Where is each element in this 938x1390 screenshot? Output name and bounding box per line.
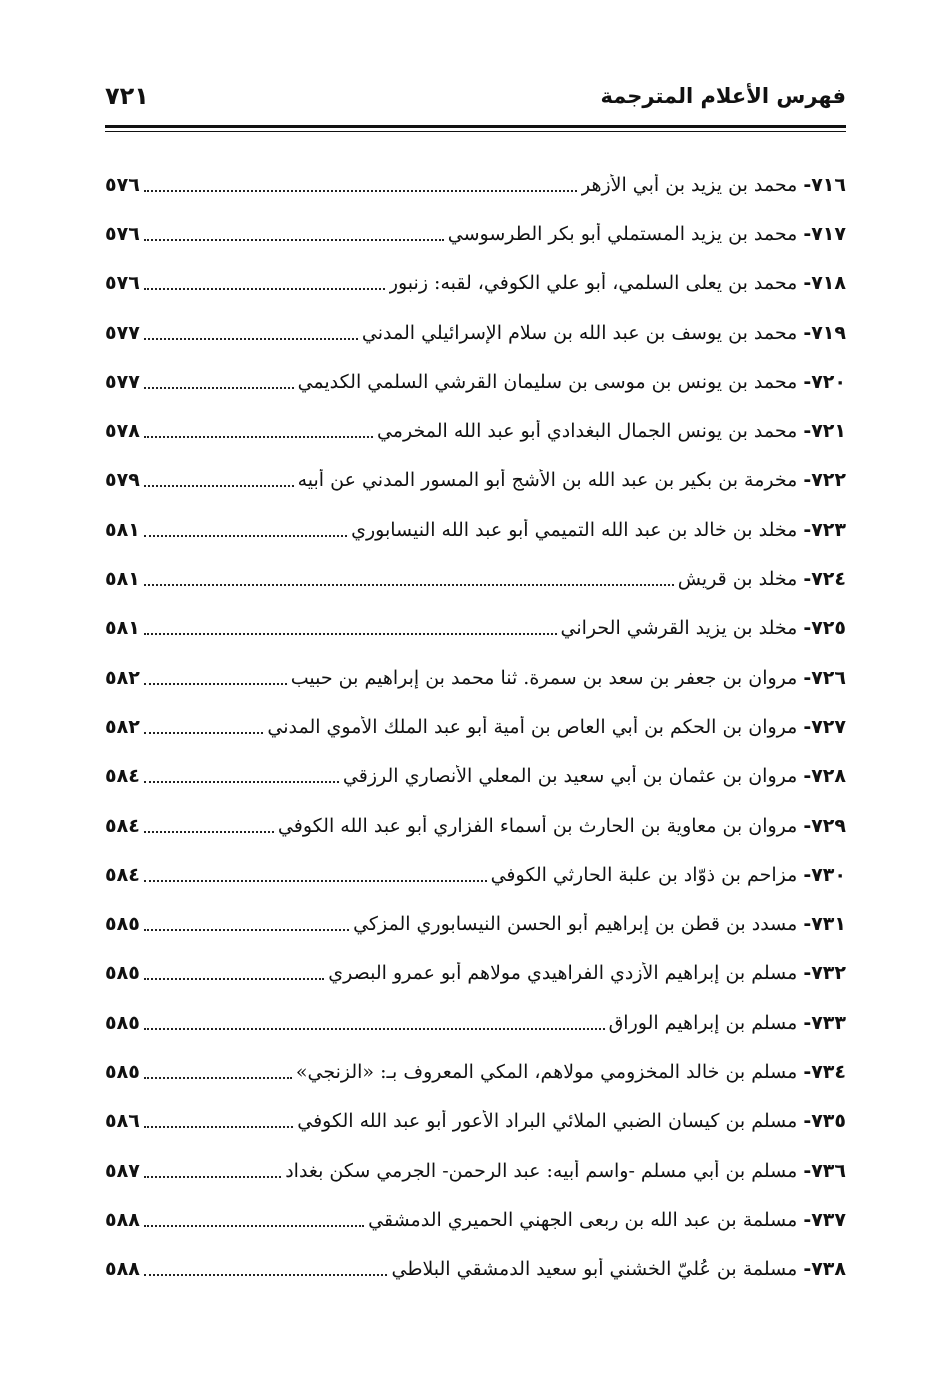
entry-page-number: ٥٧٧ bbox=[105, 370, 140, 393]
entry-page-number: ٥٨٧ bbox=[105, 1159, 140, 1182]
index-entry bbox=[105, 456, 846, 505]
entry-name: مروان بن جعفر بن سعد بن سمرة. ثنا محمد بن إبراهيم بن حبيب bbox=[290, 666, 798, 689]
index-entry bbox=[105, 554, 846, 603]
entry-page-number: ٥٧٦ bbox=[105, 272, 140, 295]
entry-number: ٧٢٩- bbox=[803, 814, 846, 837]
dot-leader bbox=[144, 1176, 281, 1178]
entry-page-number: ٥٨٤ bbox=[105, 863, 140, 886]
entry-name: مخلد بن يزيد القرشي الحراني bbox=[560, 617, 798, 640]
dot-leader bbox=[144, 1225, 364, 1227]
entry-number: ٧٣٥- bbox=[803, 1110, 846, 1133]
entry-number: ٧١٦- bbox=[803, 173, 846, 196]
entry-number: ٧٣٦- bbox=[803, 1159, 846, 1182]
entry-number: ٧٢٢- bbox=[803, 469, 846, 492]
index-entry bbox=[105, 1195, 846, 1244]
entry-name: مسلمة بن عُليّ الخشني أبو سعيد الدمشقي البلاطي bbox=[391, 1258, 798, 1281]
entry-number: ٧٢٧- bbox=[803, 715, 846, 738]
entry-number: ٧١٨- bbox=[803, 272, 846, 295]
entry-number: ٧٢٣- bbox=[803, 518, 846, 541]
entry-page-number: ٥٨٥ bbox=[105, 1011, 140, 1034]
index-entry bbox=[105, 801, 846, 850]
index-entry bbox=[105, 899, 846, 948]
dot-leader bbox=[144, 535, 347, 537]
entry-number: ٧٢٤- bbox=[803, 568, 846, 591]
index-entry bbox=[105, 160, 846, 209]
dot-leader bbox=[144, 485, 294, 487]
dot-leader bbox=[144, 436, 373, 438]
entry-name: محمد بن يعلى السلمي، أبو علي الكوفي، لقبه: زنبور bbox=[388, 272, 798, 295]
entry-page-number: ٥٧٦ bbox=[105, 173, 140, 196]
dot-leader bbox=[144, 781, 339, 783]
entry-page-number: ٥٨٥ bbox=[105, 1060, 140, 1083]
dot-leader bbox=[144, 831, 274, 833]
entry-page-number: ٥٧٦ bbox=[105, 222, 140, 245]
entry-number: ٧٢٠- bbox=[803, 370, 846, 393]
entry-page-number: ٥٨٥ bbox=[105, 913, 140, 936]
header-rule-thin bbox=[105, 131, 846, 132]
entry-name: مخلد بن قريش bbox=[677, 568, 798, 591]
index-entry bbox=[105, 357, 846, 406]
dot-leader bbox=[144, 633, 557, 635]
dot-leader bbox=[144, 338, 358, 340]
page-number: ٧٢١ bbox=[105, 82, 149, 110]
entry-page-number: ٥٨٦ bbox=[105, 1110, 140, 1133]
dot-leader bbox=[144, 1274, 388, 1276]
index-entry bbox=[105, 949, 846, 998]
entry-page-number: ٥٨٨ bbox=[105, 1258, 140, 1281]
entry-name: مخرمة بن بكير بن عبد الله بن الأشج أبو المسور المدني عن أبيه bbox=[297, 469, 798, 492]
dot-leader bbox=[144, 880, 487, 882]
entry-number: ٧١٧- bbox=[803, 222, 846, 245]
index-entry bbox=[105, 1097, 846, 1146]
index-entry bbox=[105, 505, 846, 554]
dot-leader bbox=[144, 732, 264, 734]
entry-page-number: ٥٨١ bbox=[105, 518, 140, 541]
index-entry bbox=[105, 259, 846, 308]
entry-page-number: ٥٨٨ bbox=[105, 1208, 140, 1231]
dot-leader bbox=[144, 1028, 605, 1030]
dot-leader bbox=[144, 190, 577, 192]
entry-name: مروان بن معاوية بن الحارث بن أسماء الفزاري أبو عبد الله الكوفي bbox=[277, 814, 798, 837]
entry-number: ٧٣٧- bbox=[803, 1208, 846, 1231]
index-entry bbox=[105, 406, 846, 455]
entry-number: ٧٣١- bbox=[803, 913, 846, 936]
entry-page-number: ٥٨١ bbox=[105, 568, 140, 591]
entry-page-number: ٥٧٧ bbox=[105, 321, 140, 344]
entry-name: مسلم بن إبراهيم الوراق bbox=[608, 1011, 798, 1034]
index-entry bbox=[105, 653, 846, 702]
index-entry bbox=[105, 308, 846, 357]
entry-page-number: ٥٨٥ bbox=[105, 962, 140, 985]
index-entry bbox=[105, 998, 846, 1047]
page-header bbox=[105, 78, 846, 118]
entry-name: مسلم بن خالد المخزومي مولاهم، المكي المعروف بـ: «الزنجي» bbox=[295, 1060, 798, 1083]
dot-leader bbox=[144, 683, 287, 685]
dot-leader bbox=[144, 288, 385, 290]
entry-number: ٧٣٣- bbox=[803, 1011, 846, 1034]
entry-name: مروان بن الحكم بن أبي العاص بن أمية أبو عبد الملك الأموي المدني bbox=[267, 715, 798, 738]
index-entry bbox=[105, 752, 846, 801]
entry-name: محمد بن يونس بن موسى بن سليمان القرشي السلمي الكديمي bbox=[297, 370, 798, 393]
entry-number: ٧٣٠- bbox=[803, 863, 846, 886]
entry-name: مروان بن عثمان بن أبي سعيد بن المعلي الأنصاري الرزقي bbox=[342, 765, 798, 788]
entry-number: ٧٣٨- bbox=[803, 1258, 846, 1281]
entry-page-number: ٥٧٩ bbox=[105, 469, 140, 492]
entry-name: مسدد بن قطن بن إبراهيم أبو الحسن النيسابوري المزكي bbox=[353, 913, 798, 936]
header-rule-thick bbox=[105, 125, 846, 128]
index-entry bbox=[105, 1146, 846, 1195]
dot-leader bbox=[144, 978, 325, 980]
entry-page-number: ٥٨٤ bbox=[105, 814, 140, 837]
dot-leader bbox=[144, 929, 349, 931]
index-list bbox=[105, 160, 846, 1294]
index-entry bbox=[105, 1245, 846, 1294]
dot-leader bbox=[144, 387, 294, 389]
entry-name: مزاحم بن ذوّاد بن علبة الحارثي الكوفي bbox=[490, 863, 798, 886]
index-entry bbox=[105, 702, 846, 751]
entry-number: ٧٢١- bbox=[803, 420, 846, 443]
entry-name: مسلم بن أبي مسلم -واسم أبيه: عبد الرحمن- الجرمي سكن بغداد bbox=[285, 1159, 798, 1182]
entry-name: محمد بن يزيد بن أبي الأزهر bbox=[580, 173, 798, 196]
index-entry bbox=[105, 604, 846, 653]
entry-number: ٧٣٤- bbox=[803, 1060, 846, 1083]
entry-name: محمد بن يزيد المستملي أبو بكر الطرسوسي bbox=[447, 222, 798, 245]
entry-name: مخلد بن خالد بن عبد الله التميمي أبو عبد الله النيسابوري bbox=[351, 518, 798, 541]
dot-leader bbox=[144, 1126, 293, 1128]
dot-leader bbox=[144, 1077, 292, 1079]
entry-page-number: ٥٧٨ bbox=[105, 420, 140, 443]
entry-number: ٧٣٢- bbox=[803, 962, 846, 985]
entry-name: مسلم بن كيسان الضبي الملائي البراد الأعور أبو عبد الله الكوفي bbox=[297, 1110, 798, 1133]
dot-leader bbox=[144, 239, 444, 241]
entry-page-number: ٥٨١ bbox=[105, 617, 140, 640]
entry-page-number: ٥٨٢ bbox=[105, 666, 140, 689]
entry-number: ٧٢٥- bbox=[803, 617, 846, 640]
index-entry bbox=[105, 1047, 846, 1096]
index-entry bbox=[105, 209, 846, 258]
entry-number: ٧١٩- bbox=[803, 321, 846, 344]
entry-name: مسلم بن إبراهيم الأزدي الفراهيدي مولاهم أبو عمرو البصري bbox=[328, 962, 798, 985]
index-entry bbox=[105, 850, 846, 899]
running-title: فهرس الأعلام المترجمة bbox=[600, 84, 846, 108]
entry-name: محمد بن يوسف بن عبد الله بن سلام الإسرائيلي المدني bbox=[361, 321, 798, 344]
entry-name: محمد بن يونس الجمال البغدادي أبو عبد الله المخرمي bbox=[376, 420, 798, 443]
entry-number: ٧٢٦- bbox=[803, 666, 846, 689]
entry-page-number: ٥٨٤ bbox=[105, 765, 140, 788]
entry-name: مسلمة بن عبد الله بن ربعى الجهني الحميري الدمشقي bbox=[368, 1208, 798, 1231]
dot-leader bbox=[144, 584, 674, 586]
entry-page-number: ٥٨٢ bbox=[105, 715, 140, 738]
entry-number: ٧٢٨- bbox=[803, 765, 846, 788]
